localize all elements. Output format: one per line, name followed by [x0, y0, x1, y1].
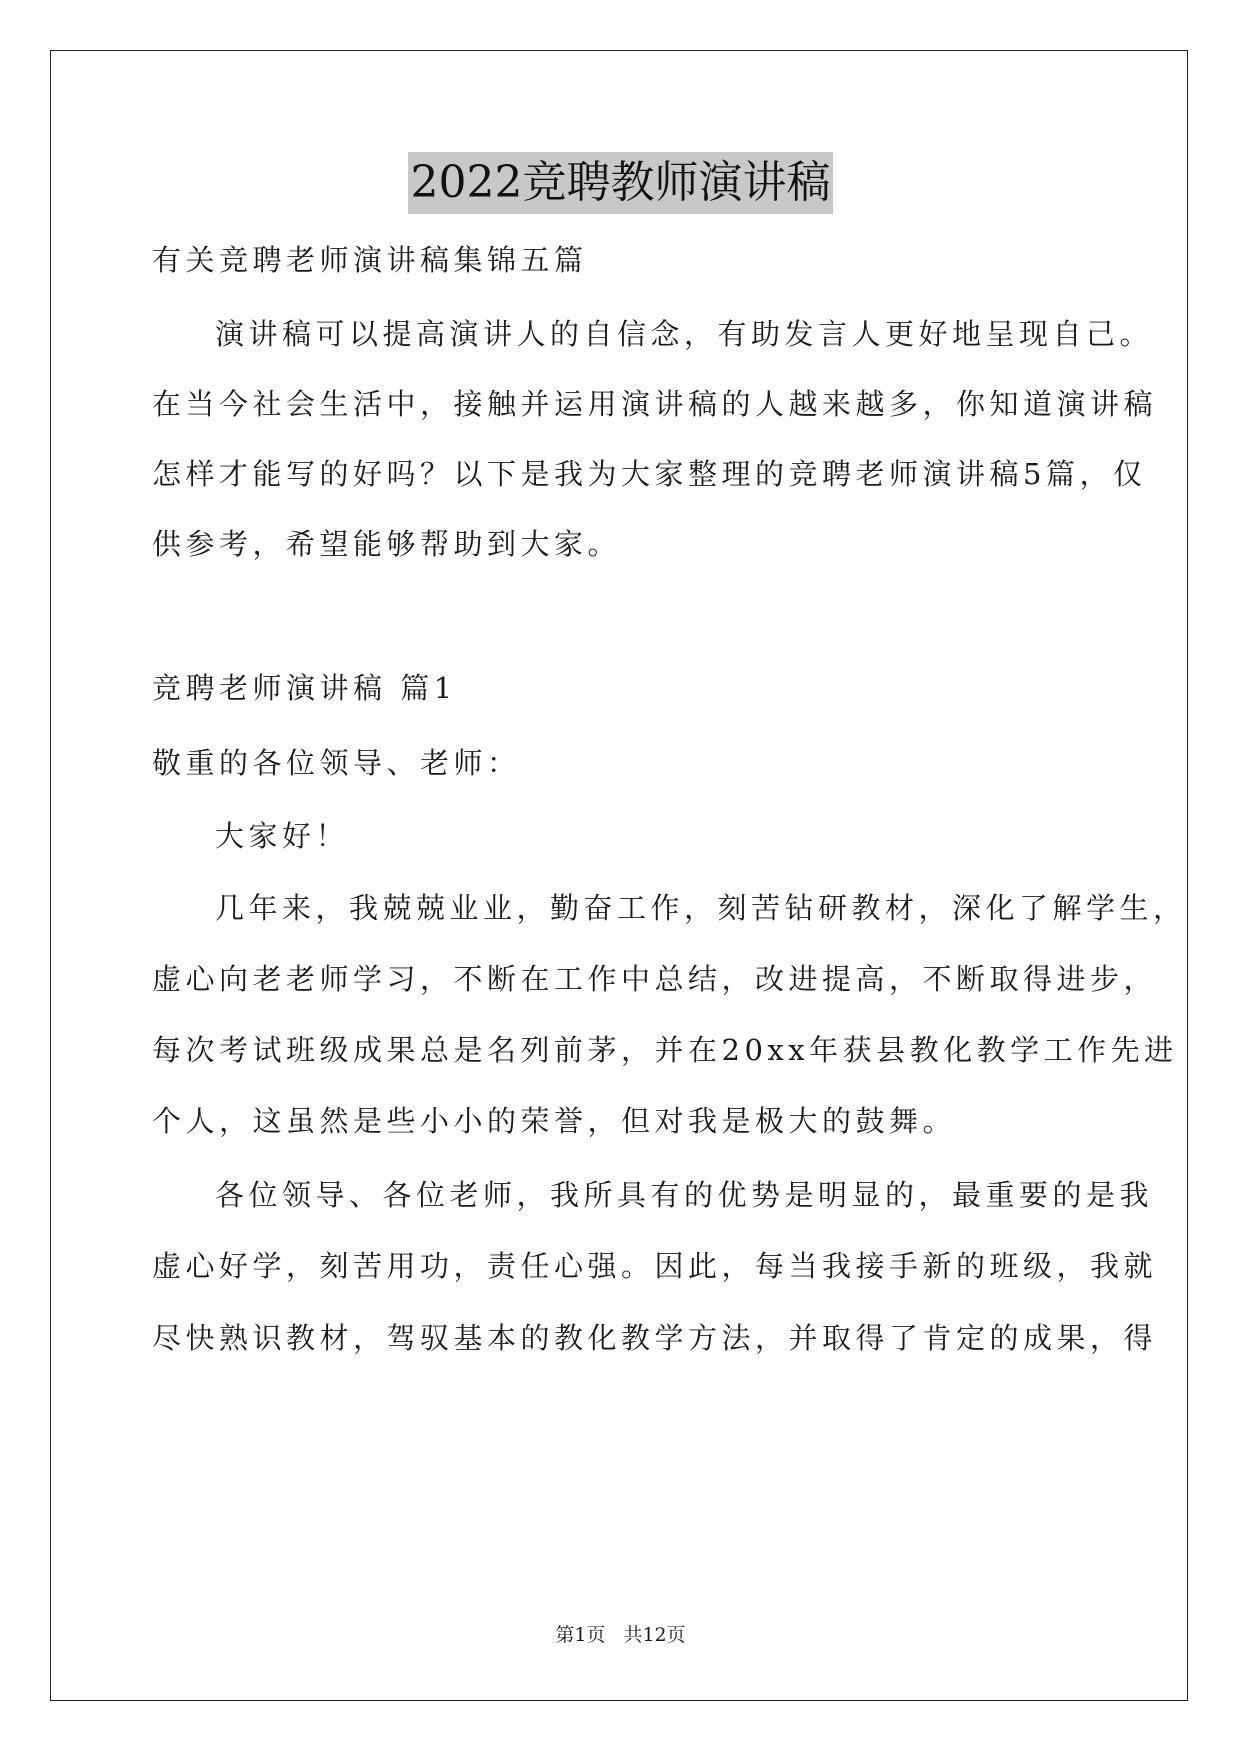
intro-line: 供参考，希望能够帮助到大家。 [152, 527, 622, 561]
salutation: 敬重的各位领导、老师： [152, 746, 521, 780]
page-number: 第1页 [555, 1624, 606, 1646]
page-footer [0, 1622, 1241, 1648]
intro-line: 演讲稿可以提高演讲人的自信念，有助发言人更好地呈现自己。 [215, 317, 1154, 351]
paragraph-line: 每次考试班级成果总是名列前茅，并在20xx年获县教化教学工作先进 [152, 1033, 1178, 1067]
subtitle: 有关竞聘老师演讲稿集锦五篇 [152, 243, 588, 277]
paragraph-line: 几年来，我兢兢业业，勤奋工作，刻苦钻研教材，深化了解学生， [215, 891, 1187, 925]
paragraph-line: 尽快熟识教材，驾驭基本的教化教学方法，并取得了肯定的成果，得 [152, 1321, 1158, 1355]
intro-line: 怎样才能写的好吗？以下是我为大家整理的竞聘老师演讲稿5篇，仅 [152, 457, 1147, 491]
intro-line: 在当今社会生活中，接触并运用演讲稿的人越来越多，你知道演讲稿 [152, 387, 1158, 421]
greeting: 大家好！ [215, 819, 350, 853]
paragraph-line: 虚心好学，刻苦用功，责任心强。因此，每当我接手新的班级，我就 [152, 1249, 1158, 1283]
section-heading: 竞聘老师演讲稿 篇1 [152, 671, 457, 705]
paragraph-line: 个人，这虽然是些小小的荣誉，但对我是极大的鼓舞。 [152, 1104, 957, 1138]
page-total: 共12页 [623, 1624, 686, 1646]
page-frame [50, 50, 1188, 1701]
paragraph-line: 虚心向老老师学习，不断在工作中总结，改进提高，不断取得进步， [152, 962, 1158, 996]
page-title: 2022竞聘教师演讲稿 [408, 152, 834, 214]
paragraph-line: 各位领导、各位老师，我所具有的优势是明显的，最重要的是我 [215, 1178, 1154, 1212]
title-container [0, 152, 1241, 214]
